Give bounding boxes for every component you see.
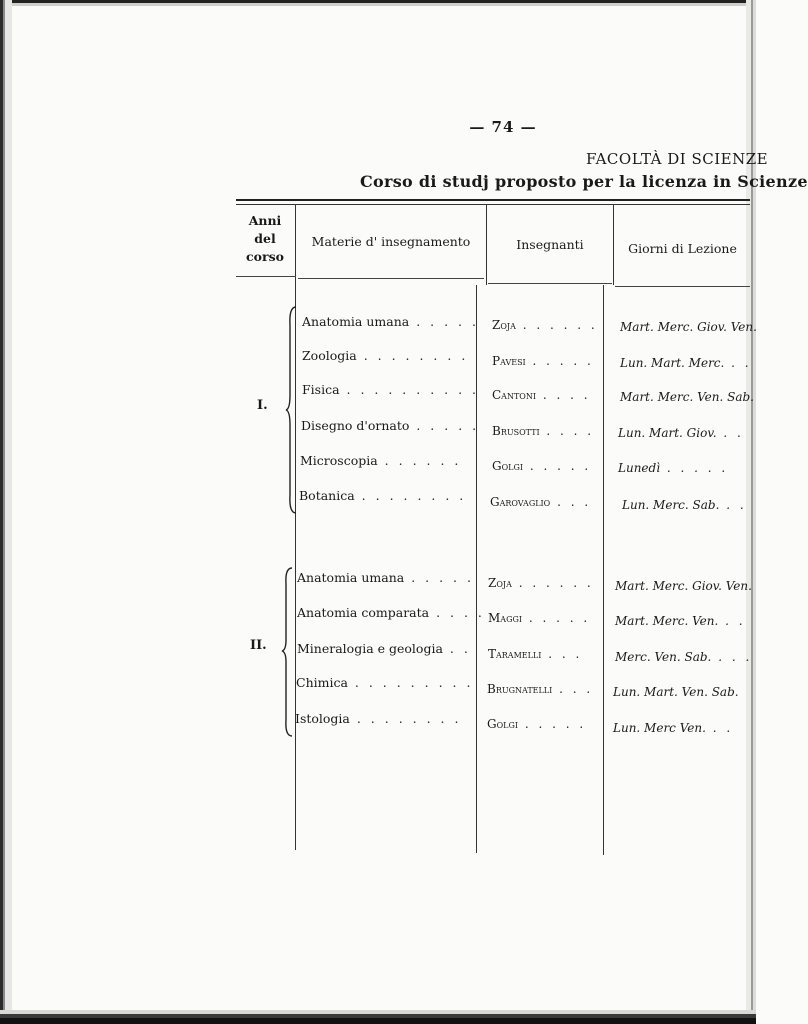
subject-cell: Botanica bbox=[299, 488, 355, 503]
days-cell: Lun. Mart. Giov. . . bbox=[618, 426, 744, 440]
table-row bbox=[295, 711, 461, 726]
teacher-cell: Cantoni . . . . bbox=[492, 388, 591, 402]
header-underline bbox=[488, 283, 612, 284]
table-top-rule bbox=[236, 199, 750, 201]
days-cell: Lun. Merc Ven. . . bbox=[613, 721, 734, 735]
teacher-cell: Brusotti . . . . bbox=[492, 424, 595, 438]
scan-edge-bottom bbox=[0, 1010, 756, 1024]
header-underline bbox=[298, 278, 484, 279]
leader-dots: . . bbox=[442, 641, 471, 656]
teacher-cell: Golgi . . . . . bbox=[487, 717, 587, 731]
year-label: I. bbox=[257, 398, 268, 413]
year-brace bbox=[282, 566, 296, 738]
days-cell: Mart. Merc. Ven. . . bbox=[615, 614, 746, 628]
year-brace bbox=[286, 305, 300, 515]
teacher-cell: Taramelli . . . bbox=[488, 647, 583, 661]
table-row bbox=[302, 348, 468, 363]
table-top-rule-thin bbox=[236, 204, 750, 205]
column-divider bbox=[295, 205, 296, 850]
leader-dots: . . . . . . . . bbox=[349, 711, 462, 726]
days-cell: Lun. Mart. Merc. . . bbox=[620, 356, 752, 370]
leader-dots: . . . . . bbox=[404, 570, 474, 585]
subject-cell: Anatomia comparata bbox=[297, 605, 430, 620]
header-years: Anni del corso bbox=[246, 213, 284, 264]
subject-cell: Istologia bbox=[295, 711, 350, 726]
column-divider bbox=[486, 205, 487, 285]
page-number: — 74 — bbox=[469, 118, 537, 136]
table-row bbox=[297, 605, 485, 620]
days-cell: Mart. Merc. Giov. Ven. bbox=[620, 320, 757, 334]
header-subjects: Materie d' insegnamento bbox=[311, 234, 471, 249]
teacher-cell: Maggi . . . . . bbox=[488, 611, 591, 625]
subject-cell: Zoologia bbox=[302, 348, 357, 363]
table-row bbox=[302, 382, 479, 397]
days-cell: Mart. Merc. Ven. Sab. bbox=[620, 390, 754, 404]
days-cell: Lunedì . . . . . bbox=[618, 461, 729, 475]
leader-dots: . . . . . . . . bbox=[354, 488, 467, 503]
table-row bbox=[299, 488, 466, 503]
leader-dots: . . . . . bbox=[409, 314, 479, 329]
leader-dots: . . . . . . bbox=[377, 453, 462, 468]
days-cell: Lun. Mart. Ven. Sab. bbox=[613, 685, 739, 699]
leader-dots: . . . . . bbox=[409, 418, 480, 433]
table-row bbox=[297, 641, 471, 656]
subject-cell: Disegno d'ornato bbox=[301, 418, 410, 433]
subject-cell: Fisica bbox=[302, 382, 340, 397]
table-row bbox=[296, 675, 473, 690]
year-label: II. bbox=[250, 638, 267, 653]
teacher-cell: Pavesi . . . . . bbox=[492, 354, 594, 368]
teacher-cell: Golgi . . . . . bbox=[492, 459, 592, 473]
teacher-cell: Garovaglio . . . bbox=[490, 495, 592, 509]
days-cell: Mart. Merc. Giov. Ven. bbox=[615, 579, 752, 593]
teacher-cell: Brugnatelli . . . bbox=[487, 682, 594, 696]
table-row bbox=[302, 314, 479, 329]
subject-cell: Anatomia umana bbox=[297, 570, 405, 585]
leader-dots: . . . . bbox=[429, 605, 485, 620]
leader-dots: . . . . . . . . . bbox=[347, 675, 474, 690]
column-divider bbox=[476, 285, 477, 853]
table-row bbox=[300, 453, 461, 468]
header-days: Giorni di Lezione bbox=[628, 241, 737, 256]
subject-cell: Chimica bbox=[296, 675, 348, 690]
faculty-heading: FACOLTÀ DI SCIENZE bbox=[586, 150, 769, 168]
column-divider bbox=[613, 205, 614, 285]
teacher-cell: Zoja . . . . . . bbox=[488, 576, 594, 590]
header-teachers: Insegnanti bbox=[516, 237, 584, 252]
table-row bbox=[297, 570, 474, 585]
subject-cell: Anatomia umana bbox=[302, 314, 410, 329]
subject-cell: Microscopia bbox=[300, 453, 378, 468]
subject-cell: Mineralogia e geologia bbox=[297, 641, 443, 656]
days-cell: Lun. Merc. Sab. . . bbox=[622, 498, 747, 512]
days-cell: Merc. Ven. Sab. . . . bbox=[615, 650, 753, 664]
course-subtitle: Corso di studj proposto per la licenza in Scienze bbox=[360, 172, 808, 191]
leader-dots: . . . . . . . . bbox=[356, 348, 469, 363]
header-underline bbox=[615, 286, 750, 287]
table-row bbox=[301, 418, 479, 433]
leader-dots: . . . . . . . . . . bbox=[339, 382, 480, 397]
column-divider bbox=[603, 285, 604, 855]
teacher-cell: Zoja . . . . . . bbox=[492, 318, 598, 332]
header-underline bbox=[236, 276, 296, 277]
